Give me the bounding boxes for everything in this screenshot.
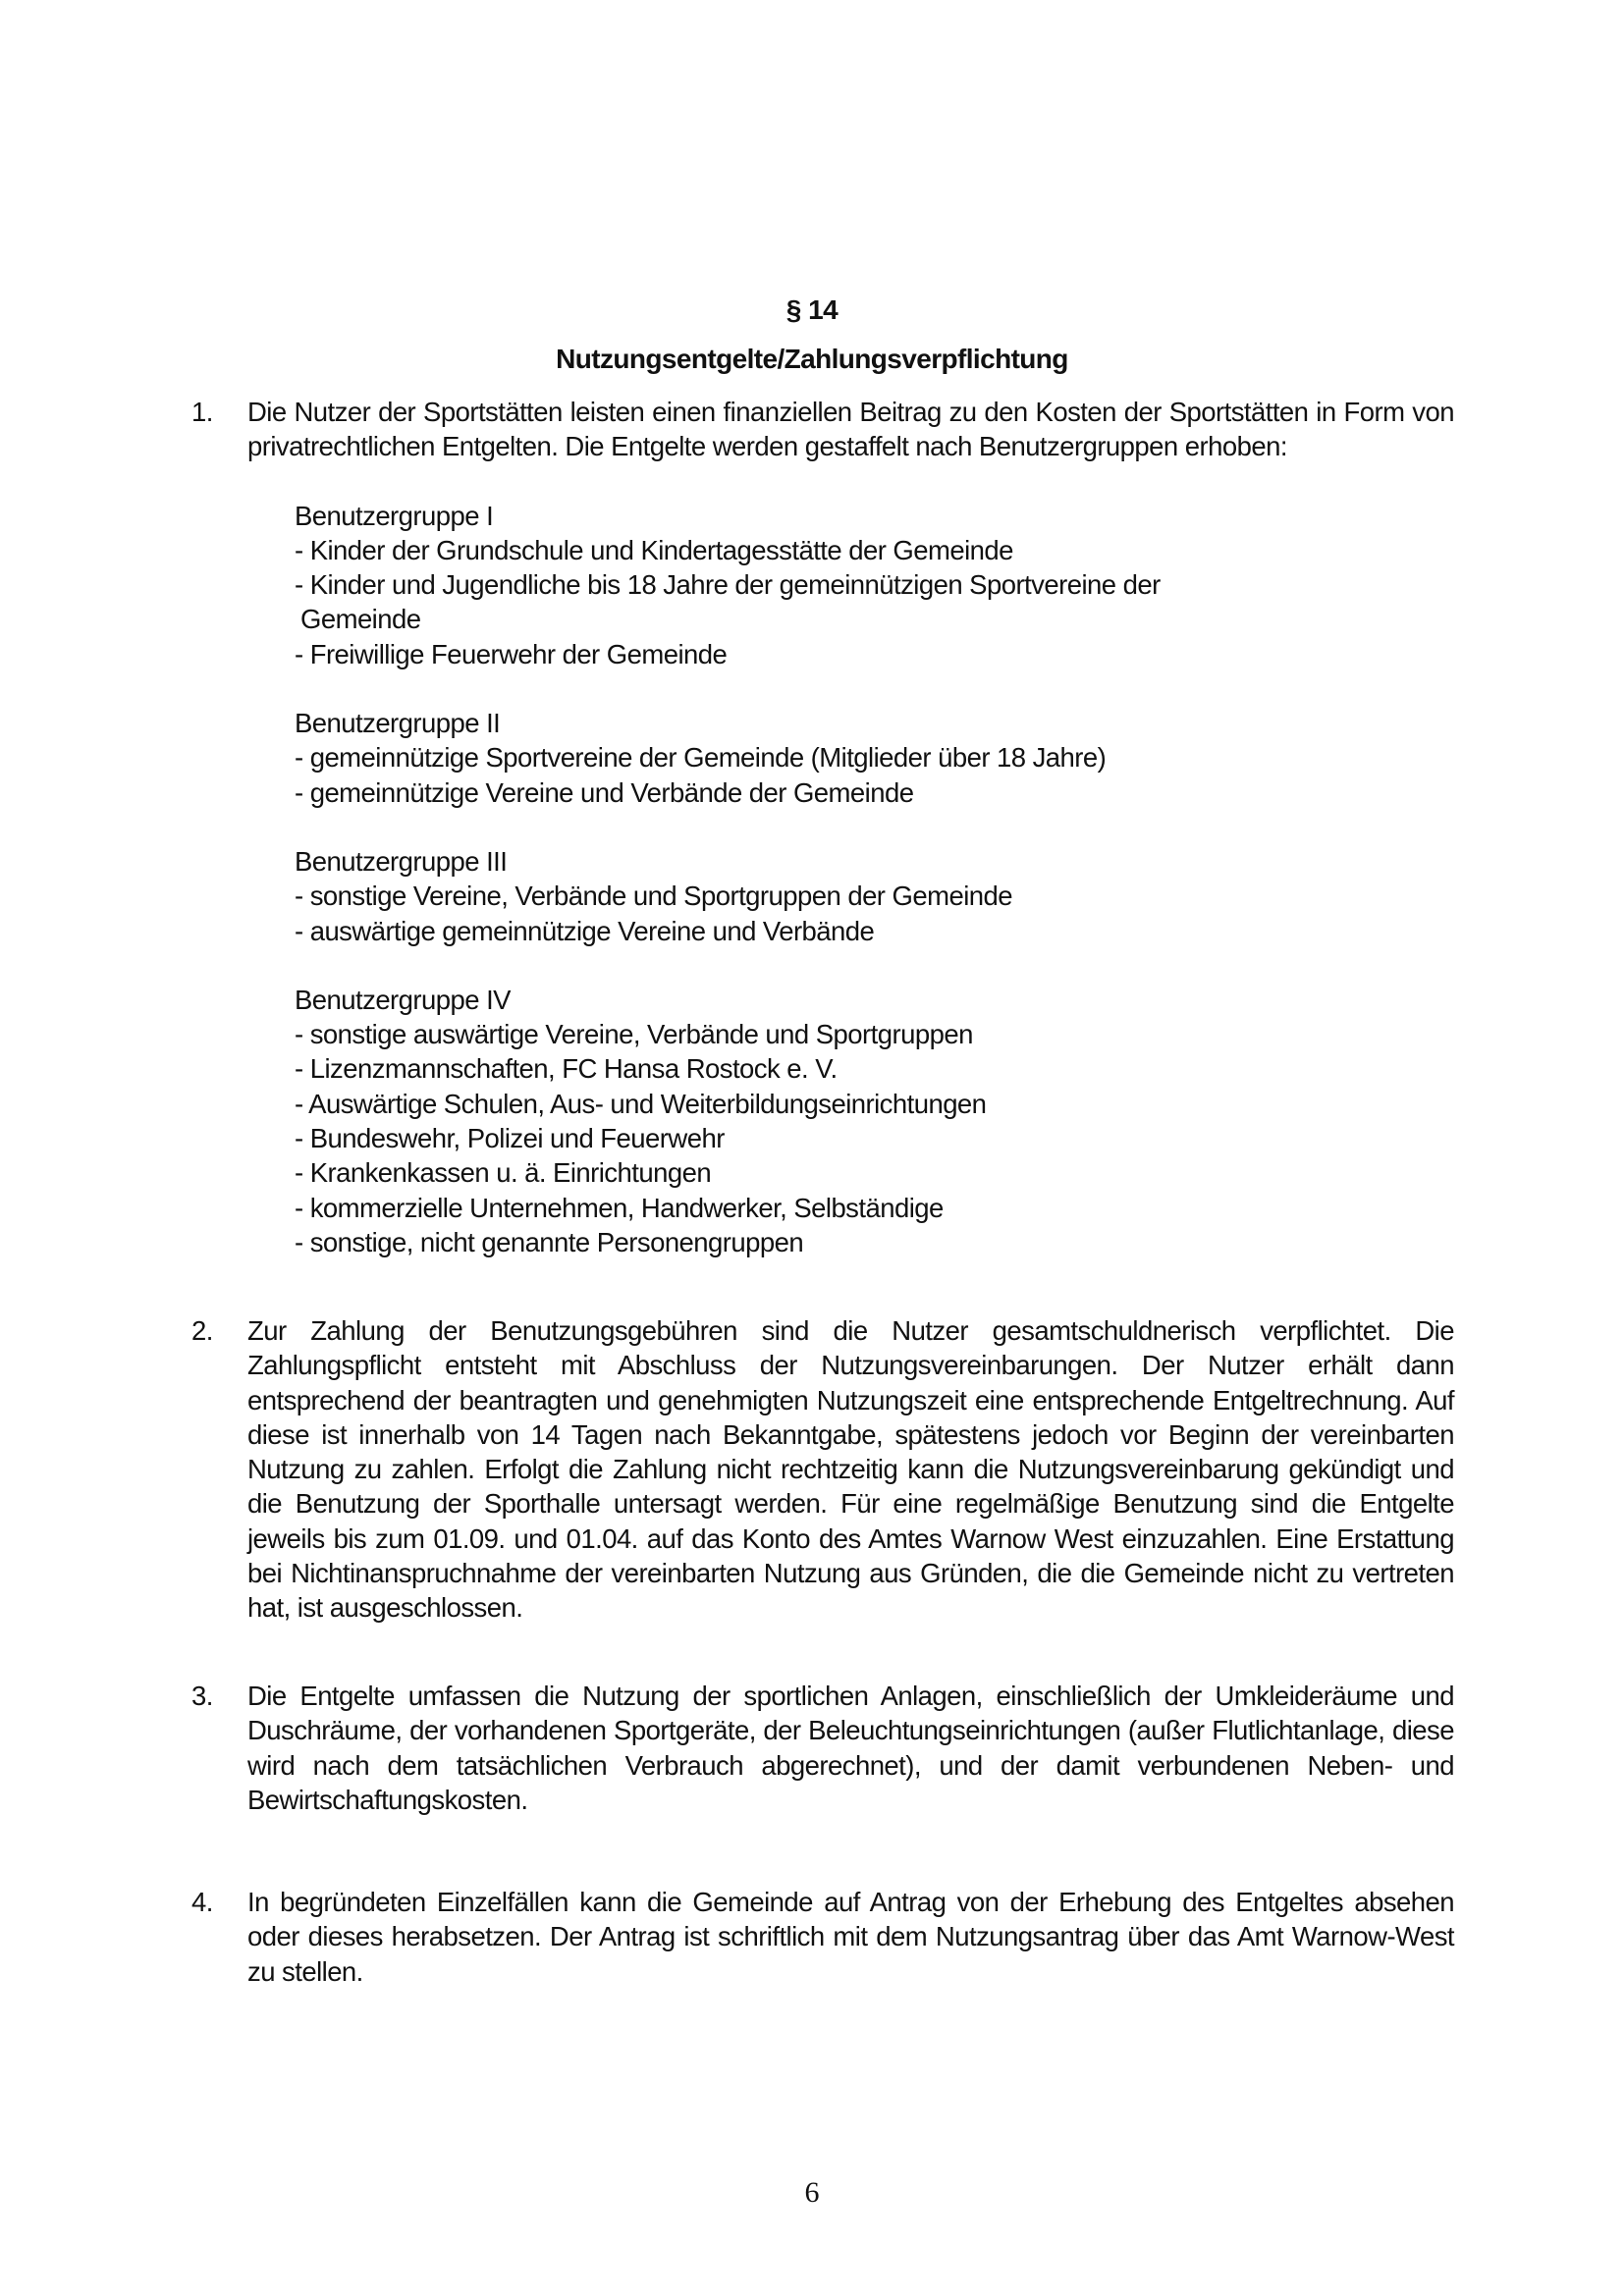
paragraph-3: [191, 1679, 1454, 1817]
paragraph-2: [191, 1313, 1454, 1626]
user-group-entry: - sonstige Vereine, Verbände und Sportgruppen der Gemeinde: [295, 881, 1012, 912]
paragraph-4: [191, 1885, 1454, 1989]
user-group-entry: - sonstige, nicht genannte Personengruppen: [295, 1226, 804, 1257]
user-group-3: [295, 844, 1454, 948]
paragraph-text: Die Nutzer der Sportstätten leisten einen finanziellen Beitrag zu den Kosten der Sportstätten in Form von privatrechtlichen Entgelten. Die Entgelte werden gestaffelt nach Benutzergruppen erhoben:: [247, 397, 1454, 462]
user-group-1: [295, 499, 1454, 671]
user-group-label: Benutzergruppe III: [295, 845, 508, 877]
user-group-label: Benutzergruppe I: [295, 500, 494, 531]
user-group-entry: - Kinder und Jugendliche bis 18 Jahre der gemeinnützigen Sportvereine der: [295, 569, 1161, 601]
paragraph-number: 2.: [191, 1315, 213, 1346]
user-group-4: [295, 983, 1454, 1259]
user-group-entry: - auswärtige gemeinnützige Vereine und Verbände: [295, 915, 875, 946]
user-group-entry: Gemeinde: [300, 604, 421, 635]
user-group-entry: - Auswärtige Schulen, Aus- und Weiterbildungseinrichtungen: [295, 1088, 987, 1119]
user-group-label: Benutzergruppe IV: [295, 984, 511, 1015]
user-group-entry: - sonstige auswärtige Vereine, Verbände und Sportgruppen: [295, 1019, 973, 1050]
user-group-entry: - gemeinnützige Sportvereine der Gemeinde (Mitglieder über 18 Jahre): [295, 742, 1107, 774]
user-group-entry: - kommerzielle Unternehmen, Handwerker, Selbständige: [295, 1192, 944, 1223]
section-title: Nutzungsentgelte/Zahlungsverpflichtung: [556, 344, 1068, 374]
user-group-entry: - Freiwillige Feuerwehr der Gemeinde: [295, 638, 728, 669]
page-number: 6: [804, 2176, 820, 2209]
section-number: § 14: [785, 294, 839, 325]
paragraph-number: 1.: [191, 397, 213, 427]
user-groups: [295, 499, 1454, 1260]
paragraph-text: Die Entgelte umfassen die Nutzung der sportlichen Anlagen, einschließlich der Umkleideräume und Duschräume, der vorhandenen Sportgeräte, der Beleuchtungseinrichtungen (außer Flutlichtanlage, diese wird nach dem tatsächlichen Verbrauch abgerechnet), und der damit verbundenen Neben- und Bewirtschaftungskosten.: [247, 1681, 1454, 1815]
user-group-entry: - Kinder der Grundschule und Kindertagesstätte der Gemeinde: [295, 534, 1013, 565]
user-group-2: [295, 706, 1454, 810]
user-group-label: Benutzergruppe II: [295, 708, 501, 739]
paragraph-text: In begründeten Einzelfällen kann die Gemeinde auf Antrag von der Erhebung des Entgeltes absehen oder dieses herabsetzen. Der Antrag ist schriftlich mit dem Nutzungsantrag über das Amt Warnow-West zu stellen.: [247, 1887, 1454, 1987]
user-group-entry: - Lizenzmannschaften, FC Hansa Rostock e. V.: [295, 1053, 838, 1085]
paragraph-number: 4.: [191, 1887, 213, 1917]
user-group-entry: - gemeinnützige Vereine und Verbände der Gemeinde: [295, 776, 914, 808]
paragraph-number: 3.: [191, 1681, 213, 1711]
paragraph-text: Zur Zahlung der Benutzungsgebühren sind die Nutzer gesamtschuldnerisch verpflichtet. Die Zahlungspflicht entsteht mit Abschluss der Nutzungsvereinbarungen. Der Nutzer erhält dann entsprechend der beantragten und genehmigten Nutzungszeit eine entsprechende Entgeltrechnung. Auf diese ist innerhalb von 14 Tagen nach Bekanntgabe, spätestens jedoch vor Beginn der vereinbarten Nutzung zu zahlen. Erfolgt die Zahlung nicht rechtzeitig kann die Nutzungsvereinbarung gekündigt und die Benutzung der Sporthalle untersagt werden. Für eine regelmäßige Benutzung sind die Entgelte jeweils bis zum 01.09. und 01.04. auf das Konto des Amtes Warnow West einzuzahlen. Eine Erstattung bei Nichtinanspruchnahme der vereinbarten Nutzung aus Gründen, die die Gemeinde nicht zu vertreten hat, ist ausgeschlossen.: [247, 1315, 1454, 1624]
paragraph-1: [191, 395, 1454, 1259]
user-group-entry: - Bundeswehr, Polizei und Feuerwehr: [295, 1123, 725, 1154]
user-group-entry: - Krankenkassen u. ä. Einrichtungen: [295, 1157, 712, 1189]
